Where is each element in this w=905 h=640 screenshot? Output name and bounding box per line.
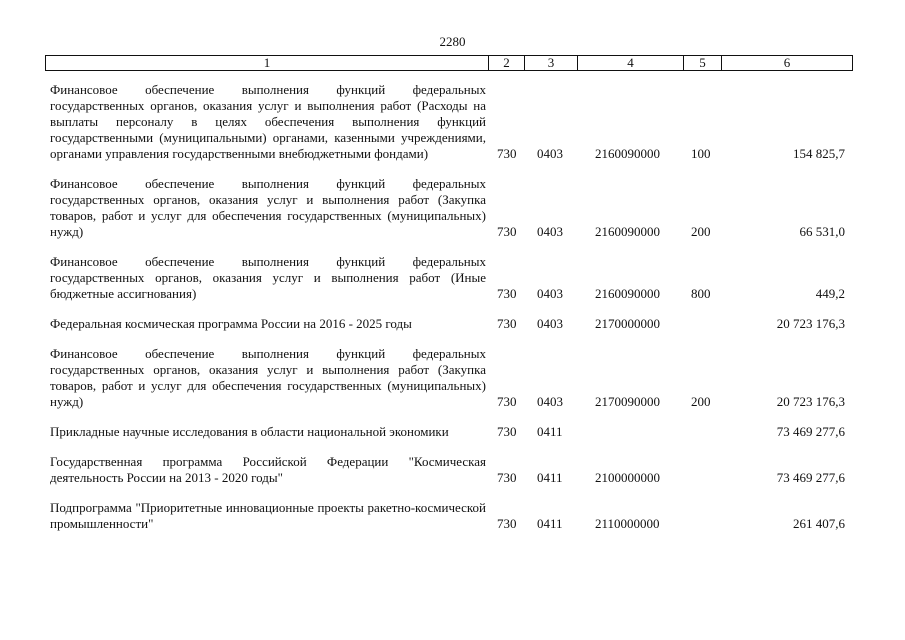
row-ministry-code: 730 xyxy=(497,224,517,239)
row-description: Федеральная космическая программа России на 2016 - 2025 годы xyxy=(50,316,412,331)
row-amount: 66 531,0 xyxy=(799,224,845,239)
row-expense-type: 800 xyxy=(691,286,711,301)
row-target-code: 2100000000 xyxy=(595,470,660,485)
row-section-code: 0411 xyxy=(537,470,563,485)
budget-rows xyxy=(50,82,850,546)
column-header-4: 4 xyxy=(578,56,684,71)
row-amount: 154 825,7 xyxy=(793,146,845,161)
row-ministry-code: 730 xyxy=(497,286,517,301)
row-target-code: 2110000000 xyxy=(595,516,660,531)
table-row xyxy=(50,316,850,332)
row-description: Государственная программа Российской Федерации "Космическая деятельность России на 2013 - 2020 годы" xyxy=(50,454,486,485)
row-ministry-code: 730 xyxy=(497,470,517,485)
row-section-code: 0411 xyxy=(537,516,563,531)
table-row xyxy=(50,424,850,440)
row-amount: 73 469 277,6 xyxy=(776,470,845,485)
row-amount: 449,2 xyxy=(815,286,845,301)
row-description: Подпрограмма "Приоритетные инновационные проекты ракетно-космической промышленности" xyxy=(50,500,486,531)
table-row xyxy=(50,254,850,302)
column-header-table xyxy=(45,55,853,71)
row-target-code: 2160090000 xyxy=(595,286,660,301)
row-amount: 73 469 277,6 xyxy=(776,424,845,439)
row-target-code: 2170090000 xyxy=(595,394,660,409)
row-amount: 20 723 176,3 xyxy=(776,394,845,409)
row-description: Финансовое обеспечение выполнения функций федеральных государственных органов, оказания услуг и выполнения работ (Иные бюджетные ассигнования) xyxy=(50,254,486,301)
row-section-code: 0403 xyxy=(537,146,563,161)
column-header-2: 2 xyxy=(489,56,525,71)
row-ministry-code: 730 xyxy=(497,146,517,161)
row-amount: 261 407,6 xyxy=(793,516,845,531)
column-header-1: 1 xyxy=(46,56,489,71)
row-description: Прикладные научные исследования в области национальной экономики xyxy=(50,424,449,439)
row-ministry-code: 730 xyxy=(497,424,517,439)
row-ministry-code: 730 xyxy=(497,394,517,409)
row-description: Финансовое обеспечение выполнения функций федеральных государственных органов, оказания услуг и выполнения работ (Закупка товаров, работ и услуг для обеспечения государственных (муниципальных) нужд) xyxy=(50,176,486,239)
row-ministry-code: 730 xyxy=(497,316,517,331)
page-number: 2280 xyxy=(439,34,466,49)
row-ministry-code: 730 xyxy=(497,516,517,531)
table-row xyxy=(50,500,850,532)
row-expense-type: 200 xyxy=(691,224,711,239)
row-section-code: 0403 xyxy=(537,286,563,301)
row-amount: 20 723 176,3 xyxy=(776,316,845,331)
row-target-code: 2170000000 xyxy=(595,316,660,331)
row-section-code: 0403 xyxy=(537,316,563,331)
table-row xyxy=(50,82,850,162)
column-header-row xyxy=(46,56,853,71)
column-header-6: 6 xyxy=(722,56,853,71)
row-section-code: 0403 xyxy=(537,224,563,239)
row-expense-type: 100 xyxy=(691,146,711,161)
column-header-3: 3 xyxy=(525,56,578,71)
column-header-5: 5 xyxy=(684,56,722,71)
row-description: Финансовое обеспечение выполнения функций федеральных государственных органов, оказания услуг и выполнения работ (Расходы на выплаты персоналу в целях обеспечения выполнения функций государственными (муниципальными) органами, казенными учреждениями, органами управления государственными внебюджетными фондами) xyxy=(50,82,486,161)
row-target-code: 2160090000 xyxy=(595,146,660,161)
row-target-code: 2160090000 xyxy=(595,224,660,239)
row-section-code: 0403 xyxy=(537,394,563,409)
row-section-code: 0411 xyxy=(537,424,563,439)
table-row xyxy=(50,346,850,410)
row-description: Финансовое обеспечение выполнения функций федеральных государственных органов, оказания услуг и выполнения работ (Закупка товаров, работ и услуг для обеспечения государственных (муниципальных) нужд) xyxy=(50,346,486,409)
table-row xyxy=(50,454,850,486)
row-expense-type: 200 xyxy=(691,394,711,409)
table-row xyxy=(50,176,850,240)
